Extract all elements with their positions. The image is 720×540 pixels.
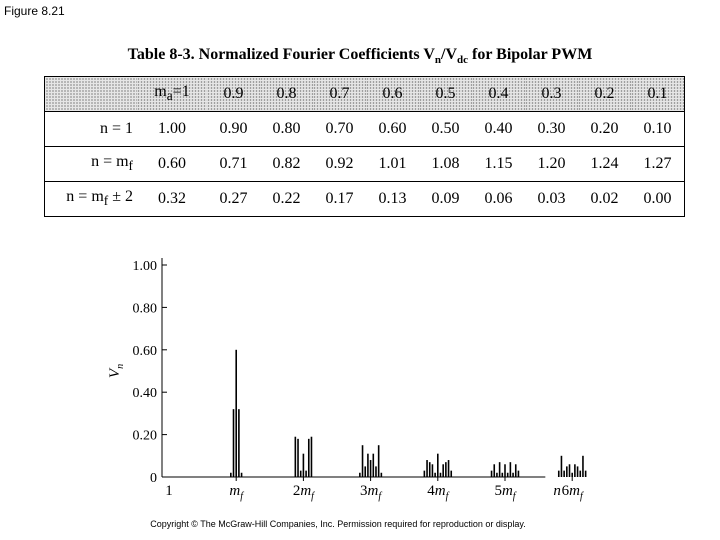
- table-cell: 1.08: [419, 147, 472, 182]
- coefficient-table: [44, 76, 685, 217]
- x-tick-label-sub: f: [445, 491, 449, 502]
- x-tick-label-prefix: 3: [360, 483, 368, 499]
- row-label-sub: f: [103, 193, 109, 209]
- row-label: [45, 147, 138, 182]
- table-cell: 1.01: [366, 147, 419, 182]
- table-cell: 0.92: [313, 147, 366, 182]
- table-row: [45, 182, 685, 217]
- header-cell: 0.1: [631, 77, 685, 112]
- x-tick-label-prefix: 5: [494, 483, 502, 499]
- x-axis-end-label: n: [553, 483, 561, 499]
- row-label-suffix: ± 2: [108, 188, 133, 206]
- x-tick-label-main: m: [367, 483, 379, 499]
- header-cell: 0.6: [366, 77, 419, 112]
- y-tick-label: 0.20: [132, 428, 157, 444]
- row-label-text: n = m: [66, 188, 104, 206]
- x-tick-label-sub: f: [512, 491, 516, 502]
- table-cell: 0.80: [260, 112, 313, 147]
- header-ma-value: =1: [172, 83, 190, 101]
- table-cell: 0.22: [272, 190, 301, 207]
- x-tick-label-sub: f: [579, 491, 583, 502]
- x-tick-label-prefix: 6: [561, 483, 570, 499]
- table-cell: 0.70: [313, 112, 366, 147]
- x-tick-label: [229, 483, 244, 502]
- table-cell: 0.40: [472, 112, 525, 147]
- table-cell: 0.03: [537, 190, 566, 207]
- y-tick-label: 0.60: [132, 343, 157, 359]
- x-tick-label-main: m: [569, 483, 580, 499]
- y-tick-label: 0.40: [132, 386, 157, 402]
- x-tick-label: [427, 483, 449, 502]
- table-cell: 0.90: [207, 112, 260, 147]
- table-cell: 0.27: [219, 190, 248, 207]
- table-cell: 1.24: [578, 147, 631, 182]
- table-cell: 0.17: [325, 190, 354, 207]
- figure-label: Figure 8.21: [4, 4, 65, 18]
- x-tick-label-main: m: [300, 483, 312, 499]
- x-tick-label: [165, 483, 173, 499]
- header-cell: 0.4: [472, 77, 525, 112]
- header-cell: 0.2: [578, 77, 631, 112]
- table-cell: 0.10: [631, 112, 685, 147]
- table-row: [45, 112, 685, 147]
- table-caption: [0, 46, 720, 66]
- table-cell: 0.20: [578, 112, 631, 147]
- caption-suffix: for Bipolar PWM: [468, 46, 593, 63]
- header-cell: 0.5: [419, 77, 472, 112]
- x-tick-label: [562, 483, 584, 502]
- table-cell: 0.32: [158, 190, 186, 207]
- header-ma-cell: [137, 77, 207, 112]
- x-tick-label-sub: f: [378, 491, 382, 502]
- x-tick-label-prefix: 2: [292, 483, 301, 499]
- table-cell: 0.30: [525, 112, 578, 147]
- header-cell: 0.3: [525, 77, 578, 112]
- header-cell: 0.9: [207, 77, 260, 112]
- table-cell: 0.50: [419, 112, 472, 147]
- harmonic-spectrum-chart: [0, 240, 720, 510]
- table-cell: 0.60: [137, 147, 207, 182]
- row-label: n = 1: [45, 112, 138, 147]
- y-axis-label: [107, 364, 126, 378]
- table-cell: 0.13: [378, 190, 407, 207]
- row-label-text: n = m: [91, 153, 129, 171]
- header-cell: 0.7: [313, 77, 366, 112]
- x-tick-label-prefix: 4: [427, 483, 435, 499]
- copyright-notice: Copyright © The McGraw-Hill Companies, Inc. Permission required for reproduction or display.: [150, 519, 526, 529]
- header-ma-label: m: [154, 83, 167, 101]
- x-tick-label-sub: f: [240, 491, 244, 502]
- caption-sub-dc: dc: [457, 54, 469, 67]
- table-cell: 0.82: [260, 147, 313, 182]
- y-tick-label: 1.00: [132, 259, 157, 274]
- row-label: [45, 182, 138, 217]
- table-corner-cell: [45, 77, 138, 112]
- x-tick-label: [494, 483, 516, 502]
- y-axis-label-sub: n: [115, 363, 126, 369]
- header-ma-sub: a: [166, 88, 173, 104]
- table-cell: 0.06: [484, 190, 513, 207]
- table-cell: 1.20: [525, 147, 578, 182]
- row-label-sub: f: [128, 158, 133, 174]
- header-cell: 0.8: [260, 77, 313, 112]
- y-tick-label: 0: [150, 471, 157, 486]
- x-tick-label-sub: f: [311, 491, 314, 502]
- x-tick-label-main: m: [229, 483, 241, 499]
- table-cell: 0.09: [431, 190, 460, 207]
- table-row: [45, 147, 685, 182]
- table-cell: 0.02: [590, 190, 619, 207]
- table-cell: 0.71: [207, 147, 260, 182]
- caption-prefix: Table 8-3. Normalized Fourier Coefficients V: [127, 46, 435, 63]
- table-cell: 0.00: [643, 190, 672, 207]
- table-cell: 0.60: [366, 112, 419, 147]
- table-cell: 1.27: [631, 147, 685, 182]
- x-tick-label-main: 1: [165, 483, 173, 499]
- table-cell: 1.00: [137, 112, 207, 147]
- x-tick-label: [360, 483, 382, 502]
- caption-sub-n: n: [434, 54, 442, 67]
- x-tick-label: [293, 483, 315, 502]
- x-tick-label-main: m: [434, 483, 446, 499]
- x-tick-label-main: m: [501, 483, 513, 499]
- y-axis-label-main: V: [107, 368, 123, 379]
- caption-mid: /V: [441, 46, 458, 63]
- table-cell: 1.15: [472, 147, 525, 182]
- table-header-row: [45, 77, 685, 112]
- y-tick-label: 0.80: [132, 301, 157, 317]
